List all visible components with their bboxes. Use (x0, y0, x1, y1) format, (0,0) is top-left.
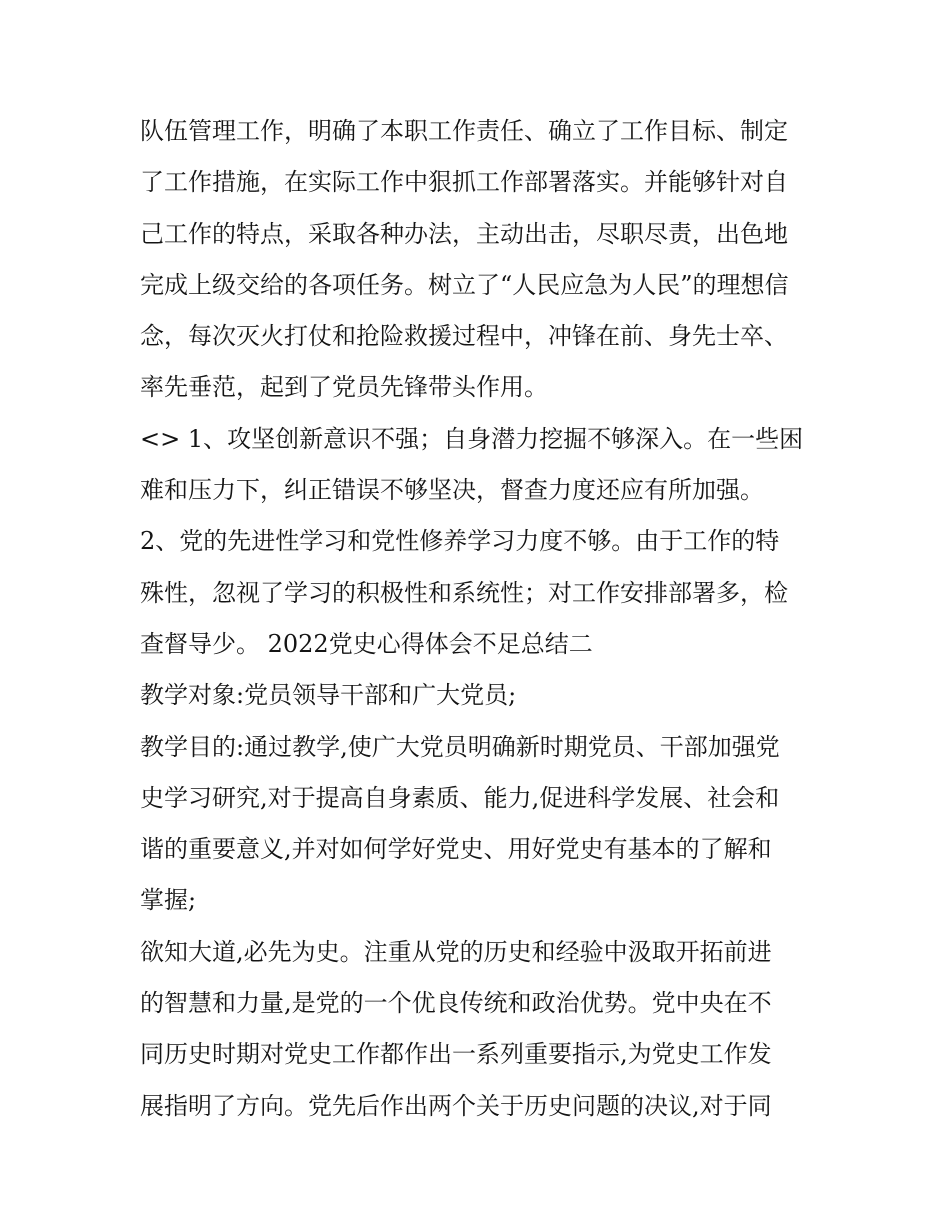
text-line-10: 殊性，忽视了学习的积极性和系统性；对工作安排部署多，检 (140, 578, 788, 607)
text-line-18: 的智慧和力量,是党的一个优良传统和政治优势。党中央在不 (140, 989, 772, 1018)
text-line-5: 念，每次灭火打仗和抢险救援过程中，冲锋在前、身先士卒、 (140, 322, 788, 351)
text-line-20: 展指明了方向。党先后作出两个关于历史问题的决议,对于同 (140, 1091, 772, 1120)
text-line-15: 谐的重要意义,并对如何学好党史、用好党史有基本的了解和 (140, 835, 772, 864)
text-line-14: 史学习研究,对于提高自身素质、能力,促进科学发展、社会和 (140, 783, 780, 812)
text-line-2: 了工作措施，在实际工作中狠抓工作部署落实。并能够针对自 (140, 168, 788, 197)
text-line-9: 2、党的先进性学习和党性修养学习力度不够。由于工作的特 (140, 527, 780, 556)
text-line-1: 队伍管理工作，明确了本职工作责任、确立了工作目标、制定 (140, 117, 788, 145)
text-line-17: 欲知大道,必先为史。注重从党的历史和经验中汲取开拓前进 (140, 937, 772, 966)
text-line-12: 教学对象:党员领导干部和广大党员; (140, 681, 517, 710)
document-body (140, 106, 830, 1132)
text-line-8: 难和压力下，纠正错误不够坚决，督查力度还应有所加强。 (140, 476, 764, 505)
text-line-7: <> 1、攻坚创新意识不强；自身潜力挖掘不够深入。在一些困 (140, 424, 804, 453)
text-line-19: 同历史时期对党史工作都作出一系列重要指示,为党史工作发 (140, 1040, 772, 1069)
text-line-3: 己工作的特点，采取各种办法，主动出击，尽职尽责，出色地 (140, 219, 788, 248)
text-line-4: 完成上级交给的各项任务。树立了“人民应急为人民”的理想信 (140, 270, 789, 299)
text-line-6: 率先垂范，起到了党员先锋带头作用。 (140, 373, 548, 402)
text-line-13: 教学目的:通过教学,使广大党员明确新时期党员、干部加强党 (140, 732, 780, 761)
text-line-11: 查督导少。 2022党史心得体会不足总结二 (140, 629, 593, 658)
text-line-16: 掌握; (140, 886, 197, 915)
